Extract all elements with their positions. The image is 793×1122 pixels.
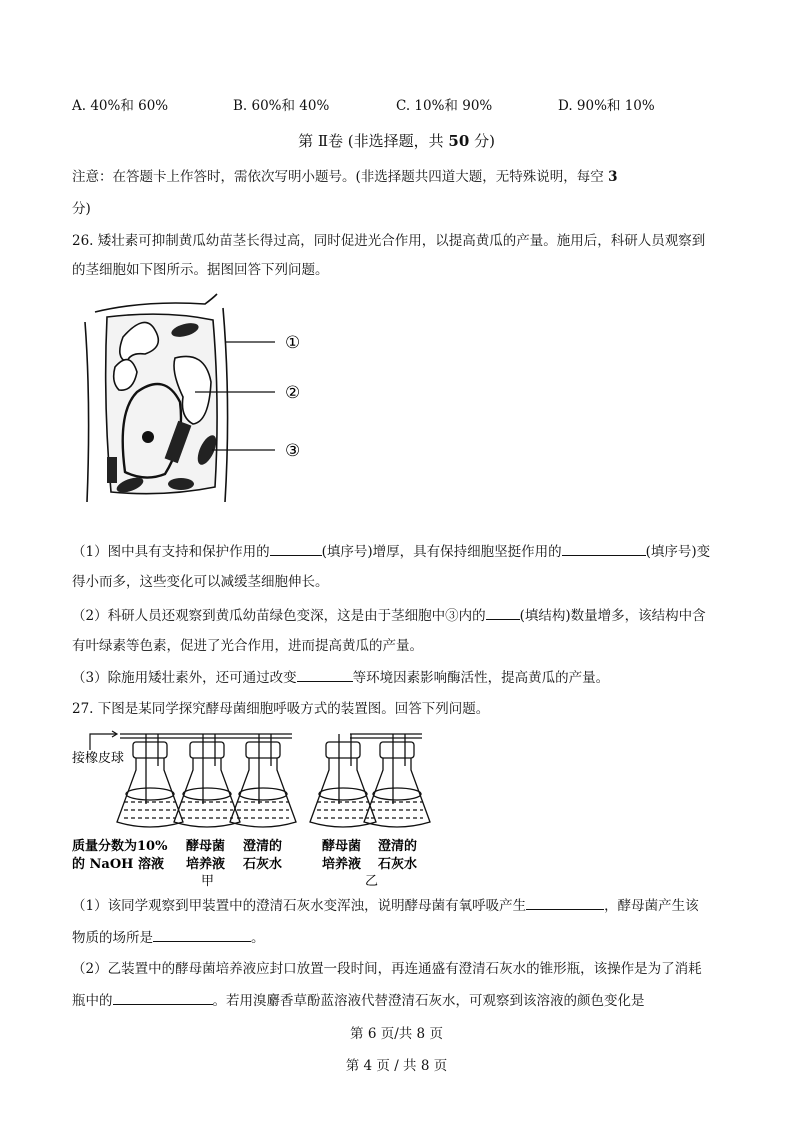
liquid-surface xyxy=(183,788,231,800)
flask-label-3b: 石灰水 xyxy=(243,857,283,872)
flask-label-4a: 酵母菌 xyxy=(322,839,362,854)
text: （1）图中具有支持和保护作用的 xyxy=(72,544,270,560)
flask-stopper xyxy=(190,742,224,758)
text: ，酵母菌产生该 xyxy=(604,898,699,914)
text: 瓶中的 xyxy=(72,993,113,1009)
section-title-prefix: 第 Ⅱ卷 (非选择题，共 xyxy=(298,132,449,150)
flask-label-3a: 澄清的 xyxy=(243,839,283,854)
option-a: A. 40%和 60% xyxy=(72,98,169,114)
text: （3）除施用矮壮素外，还可通过改变 xyxy=(72,670,297,686)
q27-p1-cont xyxy=(72,927,265,948)
flask-stopper xyxy=(380,742,414,758)
glass-tube xyxy=(146,734,158,804)
q26-p2 xyxy=(72,605,706,626)
flask-label-2a: 酵母菌 xyxy=(186,839,226,854)
note-line-2: 分) xyxy=(72,201,91,217)
answer-blank[interactable] xyxy=(486,605,520,620)
answer-blank[interactable] xyxy=(562,541,646,556)
text: 物质的场所是 xyxy=(72,930,153,946)
flask-label-2b: 培养液 xyxy=(186,857,226,872)
text: （2）科研人员还观察到黄瓜幼苗绿色变深，这是由于茎细胞中③内的 xyxy=(72,608,486,624)
q27-p2-cont xyxy=(72,990,645,1011)
option-b: B. 60%和 40% xyxy=(233,98,330,114)
note-line xyxy=(72,167,617,187)
q26-p3 xyxy=(72,667,609,688)
option-d: D. 90%和 10% xyxy=(558,98,655,114)
flask-stopper xyxy=(326,742,360,758)
nucleolus xyxy=(142,431,154,443)
group-label-jia: 甲 xyxy=(201,874,215,889)
q26-stem-1: 26. 矮壮素可抑制黄瓜幼苗茎长得过高，同时促进光合作用，以提高黄瓜的产量。施用后，科研人员观察到 xyxy=(72,233,706,249)
bulb-label: 接橡皮球 xyxy=(72,751,125,766)
note-text: 注意：在答题卡上作答时，需依次写明小题号。(非选择题共四道大题，无特殊说明，每空 xyxy=(72,169,609,185)
yeast-apparatus-figure xyxy=(60,722,460,890)
flask-label-1a: 质量分数为10% xyxy=(72,839,168,854)
text: （1）该同学观察到甲装置中的澄清石灰水变浑浊，说明酵母菌有氧呼吸产生 xyxy=(72,898,527,914)
glass-tube xyxy=(203,734,215,804)
q26-stem-2: 的茎细胞如下图所示。据图回答下列问题。 xyxy=(72,262,329,278)
flask-label-5a: 澄清的 xyxy=(378,839,418,854)
flask-label-5b: 石灰水 xyxy=(378,857,418,872)
text: 。 xyxy=(251,930,265,946)
liquid-surface xyxy=(319,788,367,800)
answer-blank[interactable] xyxy=(113,990,213,1005)
q26-p1-cont: 得小而多，这些变化可以减缓茎细胞伸长。 xyxy=(72,574,329,590)
flask-label-1b: 的 NaOH 溶液 xyxy=(72,857,164,872)
answer-blank[interactable] xyxy=(297,667,353,682)
section-title-suffix: 分) xyxy=(469,132,495,150)
label-2: ② xyxy=(285,383,301,403)
plant-cell-figure xyxy=(75,292,315,507)
text: (填结构)数量增多，该结构中含 xyxy=(519,608,706,624)
glass-tube xyxy=(339,734,351,804)
liquid-surface xyxy=(126,788,174,800)
glass-tube xyxy=(393,734,405,804)
text: (填序号)变 xyxy=(645,544,711,560)
section-score: 50 xyxy=(448,132,470,150)
q26-p2-cont: 有叶绿素等色素，促进了光合作用，进而提高黄瓜的产量。 xyxy=(72,638,423,654)
glass-tube xyxy=(259,734,271,804)
section-title xyxy=(0,130,793,151)
footer-page-number: 第 4 页 / 共 8 页 xyxy=(345,1058,448,1074)
liquid-surface xyxy=(239,788,287,800)
flask-stopper xyxy=(246,742,280,758)
answer-blank[interactable] xyxy=(153,927,251,942)
q27-stem: 27. 下图是某同学探究酵母菌细胞呼吸方式的装置图。回答下列问题。 xyxy=(72,701,490,717)
text: (填序号)增厚，具有保持细胞坚挺作用的 xyxy=(321,544,562,560)
text: 。若用溴麝香草酚蓝溶液代替澄清石灰水，可观察到该溶液的颜色变化是 xyxy=(212,993,645,1009)
q26-p1 xyxy=(72,541,710,562)
answer-blank[interactable] xyxy=(526,895,604,910)
liquid-surface xyxy=(373,788,421,800)
group-label-yi: 乙 xyxy=(365,874,379,889)
q27-p1 xyxy=(72,895,699,916)
text: 等环境因素影响酶活性，提高黄瓜的产量。 xyxy=(352,670,610,686)
flask-label-4b: 培养液 xyxy=(322,857,362,872)
q27-p2: （2）乙装置中的酵母菌培养液应封口放置一段时间，再连通盛有澄清石灰水的锥形瓶，该操作是为了消耗 xyxy=(72,961,702,977)
note-num: 3 xyxy=(608,169,618,185)
flask-stopper xyxy=(133,742,167,758)
footer-inner-page: 第 6 页/共 8 页 xyxy=(350,1026,443,1042)
answer-blank[interactable] xyxy=(270,541,322,556)
label-3: ③ xyxy=(285,441,301,461)
option-c: C. 10%和 90% xyxy=(396,98,493,114)
label-1: ① xyxy=(285,333,301,353)
